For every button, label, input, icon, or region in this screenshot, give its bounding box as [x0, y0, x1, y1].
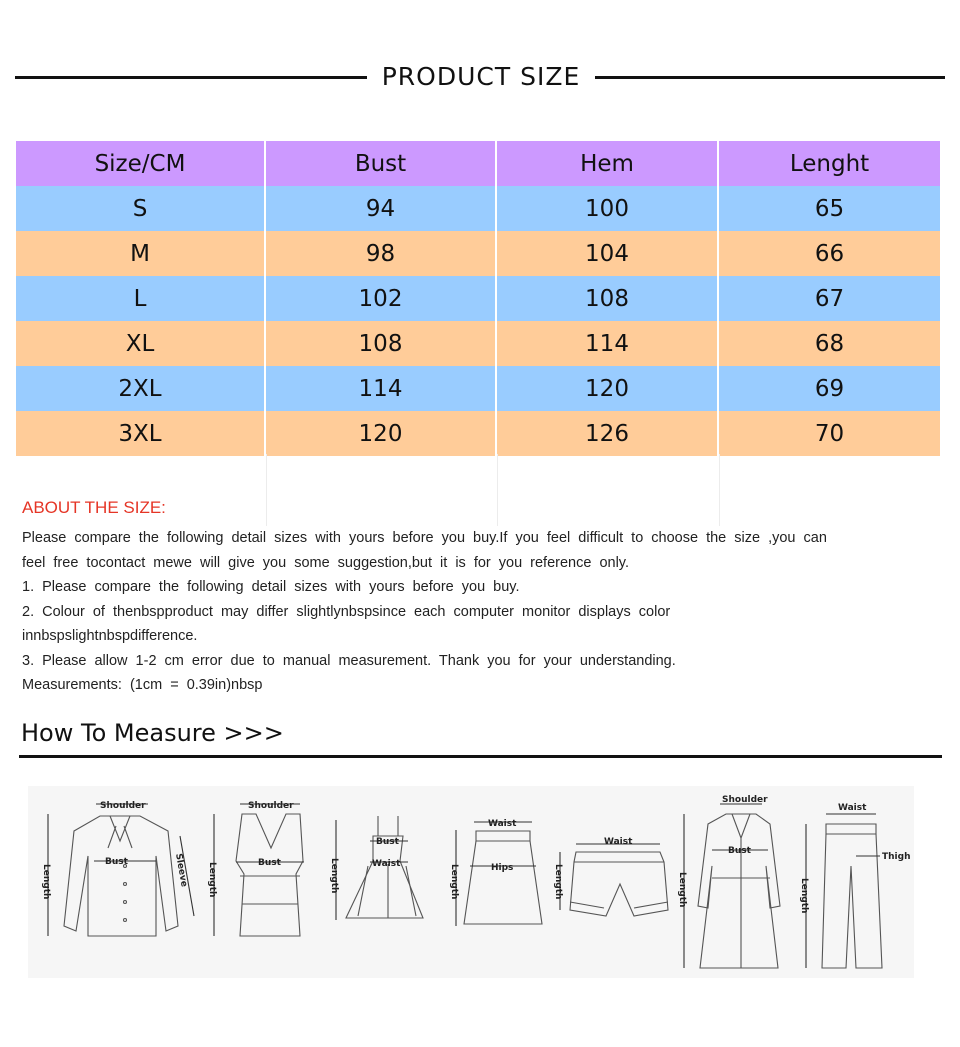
measurement-illustrations [28, 786, 914, 978]
table-cell: 69 [814, 375, 845, 402]
table-cell: 65 [814, 195, 845, 222]
table-cell: 3XL [16, 411, 266, 456]
about-line: innbspslightnbspdifference. [22, 628, 198, 644]
diagram-label: Waist [838, 803, 867, 813]
table-cell: XL [16, 321, 266, 366]
column-header: Bust [266, 141, 497, 186]
table-row [16, 276, 940, 321]
diagram-label: Bust [105, 857, 128, 867]
how-to-measure-heading: How To Measure >>> [21, 719, 284, 747]
diagram-label: Sleeve [173, 852, 189, 888]
table-cell: 120 [497, 366, 719, 411]
trousers-icon [799, 803, 910, 968]
diagram-label: Waist [604, 837, 633, 847]
header-rule-left [15, 76, 367, 79]
table-cell: 104 [497, 231, 719, 276]
column-header: Lenght [789, 150, 870, 177]
diagram-label: Length [449, 864, 459, 900]
diagram-label: Bust [258, 858, 281, 868]
diagram-label: Shoulder [722, 795, 768, 805]
diagram-label: Hips [491, 863, 514, 873]
about-line: feel free tocontact mewe will give you some suggestion,but it is for you reference only. [22, 554, 630, 571]
table-cell: 108 [497, 276, 719, 321]
diagram-label: Waist [488, 819, 517, 829]
table-cell: 68 [814, 330, 845, 357]
measurement-diagram [28, 786, 914, 978]
diagram-label: Thigh [882, 852, 911, 862]
table-cell: 2XL [16, 366, 266, 411]
table-cell: M [16, 231, 266, 276]
about-size-text [22, 526, 872, 698]
diagram-label: Waist [372, 859, 401, 869]
table-cell: S [16, 186, 266, 231]
table-cell: 114 [266, 366, 497, 411]
column-divider [719, 454, 720, 526]
diagram-label: Length [207, 862, 217, 898]
diagram-label: Bust [376, 837, 399, 847]
blouse-icon [41, 801, 194, 936]
table-cell: 120 [266, 411, 497, 456]
diagram-label: Shoulder [100, 801, 146, 811]
column-divider [497, 454, 498, 526]
table-header-row [16, 141, 940, 186]
diagram-label: Length [677, 872, 687, 908]
page-title: PRODUCT SIZE [381, 62, 581, 91]
column-header: Hem [497, 141, 719, 186]
dress-icon [329, 816, 423, 920]
table-row [16, 366, 940, 411]
table-cell: 102 [266, 276, 497, 321]
about-size-heading: ABOUT THE SIZE: [22, 498, 166, 517]
table-row [16, 321, 940, 366]
table-cell: 70 [814, 420, 845, 447]
about-line: Measurements: (1cm = 0.39in)nbsp [22, 677, 263, 693]
table-row [16, 186, 940, 231]
how-to-measure-rule [19, 755, 942, 758]
diagram-label: Length [41, 864, 51, 900]
table-cell: 114 [497, 321, 719, 366]
about-line: Please compare the following detail sizes with yours before you buy.If you feel difficult to choose the size ,you can [22, 530, 827, 546]
table-cell: 67 [814, 285, 845, 312]
diagram-label: Length [799, 878, 809, 914]
table-row [16, 231, 940, 276]
table-cell: 108 [266, 321, 497, 366]
diagram-label: Shoulder [248, 801, 294, 811]
column-header: Size/CM [16, 141, 266, 186]
shorts-icon [553, 837, 668, 916]
about-line: 1. Please compare the following detail sizes with yours before you buy. [22, 579, 520, 595]
skirt-icon [449, 819, 542, 926]
header-rule-right [595, 76, 945, 79]
diagram-label: Bust [728, 846, 751, 856]
table-cell: 126 [497, 411, 719, 456]
table-cell: L [16, 276, 266, 321]
diagram-label: Length [553, 864, 563, 900]
table-row [16, 411, 940, 456]
column-divider [266, 454, 267, 526]
size-table [16, 141, 940, 456]
about-line: 2. Colour of thenbspproduct may differ slightlynbspsince each computer monitor displays color [22, 603, 671, 620]
table-cell: 98 [266, 231, 497, 276]
about-line: 3. Please allow 1-2 cm error due to manual measurement. Thank you for your understanding. [22, 652, 676, 669]
table-cell: 100 [497, 186, 719, 231]
coat-icon [677, 795, 780, 968]
tank-top-icon [207, 801, 304, 936]
table-cell: 66 [814, 240, 845, 267]
table-cell: 94 [266, 186, 497, 231]
diagram-label: Length [329, 858, 339, 894]
